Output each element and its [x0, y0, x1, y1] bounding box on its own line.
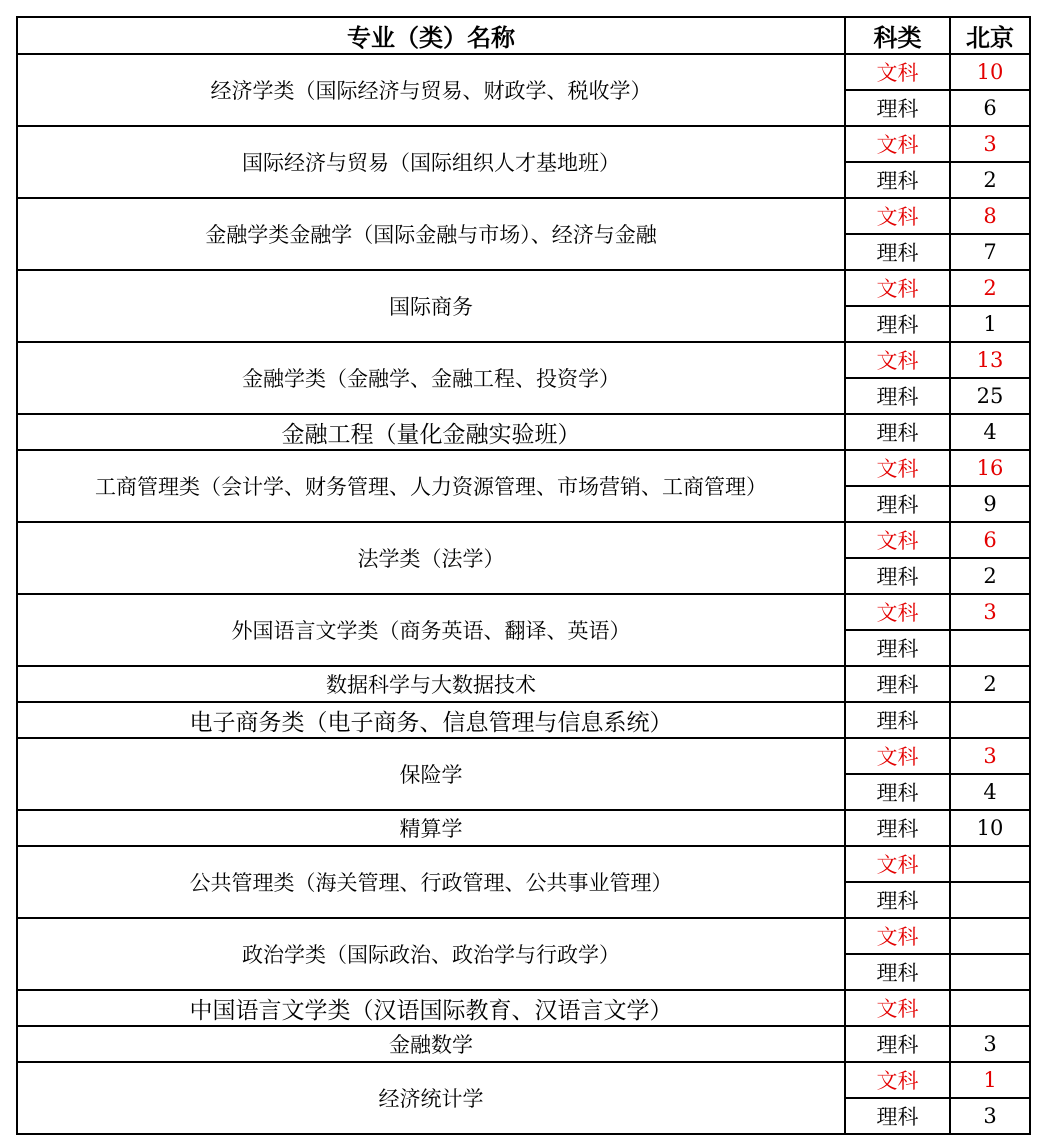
major-name-cell: 电子商务类（电子商务、信息管理与信息系统） — [17, 702, 845, 738]
beijing-quota-cell: 1 — [950, 1062, 1030, 1098]
major-name-cell: 经济统计学 — [17, 1062, 845, 1134]
beijing-quota-cell: 3 — [950, 126, 1030, 162]
beijing-quota-cell — [950, 918, 1030, 954]
major-name-cell: 金融工程（量化金融实验班） — [17, 414, 845, 450]
table-row — [17, 198, 1030, 234]
header-major-name: 专业（类）名称 — [17, 17, 845, 54]
beijing-quota-cell: 3 — [950, 738, 1030, 774]
subject-type-cell: 文科 — [845, 1062, 950, 1098]
major-name-cell: 工商管理类（会计学、财务管理、人力资源管理、市场营销、工商管理） — [17, 450, 845, 522]
beijing-quota-cell: 2 — [950, 162, 1030, 198]
table-row — [17, 54, 1030, 90]
subject-type-cell: 理科 — [845, 954, 950, 990]
beijing-quota-cell: 2 — [950, 558, 1030, 594]
major-name-cell: 国际商务 — [17, 270, 845, 342]
beijing-quota-cell: 10 — [950, 54, 1030, 90]
beijing-quota-cell: 25 — [950, 378, 1030, 414]
table-row — [17, 918, 1030, 954]
beijing-quota-cell — [950, 702, 1030, 738]
subject-type-cell: 文科 — [845, 270, 950, 306]
major-name-cell: 保险学 — [17, 738, 845, 810]
beijing-quota-cell: 4 — [950, 774, 1030, 810]
beijing-quota-cell — [950, 882, 1030, 918]
major-name-cell: 精算学 — [17, 810, 845, 846]
major-name-cell: 中国语言文学类（汉语国际教育、汉语言文学） — [17, 990, 845, 1026]
subject-type-cell: 文科 — [845, 738, 950, 774]
major-name-cell: 金融学类（金融学、金融工程、投资学） — [17, 342, 845, 414]
beijing-quota-cell: 1 — [950, 306, 1030, 342]
table-row — [17, 270, 1030, 306]
beijing-quota-cell — [950, 990, 1030, 1026]
subject-type-cell: 理科 — [845, 162, 950, 198]
table-row — [17, 594, 1030, 630]
table-row — [17, 126, 1030, 162]
table-body — [17, 54, 1030, 1134]
table-row — [17, 1026, 1030, 1062]
major-name-cell: 外国语言文学类（商务英语、翻译、英语） — [17, 594, 845, 666]
table-row — [17, 990, 1030, 1026]
beijing-quota-cell: 7 — [950, 234, 1030, 270]
major-name-cell: 政治学类（国际政治、政治学与行政学） — [17, 918, 845, 990]
subject-type-cell: 文科 — [845, 198, 950, 234]
subject-type-cell: 理科 — [845, 810, 950, 846]
beijing-quota-cell — [950, 954, 1030, 990]
beijing-quota-cell: 2 — [950, 666, 1030, 702]
beijing-quota-cell: 4 — [950, 414, 1030, 450]
subject-type-cell: 文科 — [845, 54, 950, 90]
beijing-quota-cell: 8 — [950, 198, 1030, 234]
table-row — [17, 666, 1030, 702]
beijing-quota-cell: 13 — [950, 342, 1030, 378]
subject-type-cell: 理科 — [845, 882, 950, 918]
beijing-quota-cell — [950, 630, 1030, 666]
subject-type-cell: 理科 — [845, 306, 950, 342]
subject-type-cell: 理科 — [845, 666, 950, 702]
subject-type-cell: 理科 — [845, 90, 950, 126]
subject-type-cell: 理科 — [845, 1098, 950, 1134]
beijing-quota-cell: 2 — [950, 270, 1030, 306]
subject-type-cell: 理科 — [845, 630, 950, 666]
subject-type-cell: 理科 — [845, 234, 950, 270]
major-name-cell: 国际经济与贸易（国际组织人才基地班） — [17, 126, 845, 198]
subject-type-cell: 文科 — [845, 126, 950, 162]
subject-type-cell: 文科 — [845, 522, 950, 558]
table-row — [17, 522, 1030, 558]
subject-type-cell: 理科 — [845, 702, 950, 738]
subject-type-cell: 文科 — [845, 342, 950, 378]
header-beijing: 北京 — [950, 17, 1030, 54]
subject-type-cell: 理科 — [845, 774, 950, 810]
table-row — [17, 450, 1030, 486]
subject-type-cell: 文科 — [845, 918, 950, 954]
subject-type-cell: 文科 — [845, 846, 950, 882]
table-row — [17, 342, 1030, 378]
table-row — [17, 1062, 1030, 1098]
beijing-quota-cell: 3 — [950, 1026, 1030, 1062]
table-row — [17, 738, 1030, 774]
major-name-cell: 金融学类金融学（国际金融与市场）、经济与金融 — [17, 198, 845, 270]
subject-type-cell: 理科 — [845, 486, 950, 522]
beijing-quota-cell — [950, 846, 1030, 882]
table-row — [17, 702, 1030, 738]
admission-quota-table — [16, 16, 1031, 1135]
header-subject-type: 科类 — [845, 17, 950, 54]
subject-type-cell: 理科 — [845, 1026, 950, 1062]
subject-type-cell: 理科 — [845, 378, 950, 414]
major-name-cell: 金融数学 — [17, 1026, 845, 1062]
subject-type-cell: 理科 — [845, 414, 950, 450]
beijing-quota-cell: 10 — [950, 810, 1030, 846]
beijing-quota-cell: 9 — [950, 486, 1030, 522]
beijing-quota-cell: 3 — [950, 1098, 1030, 1134]
subject-type-cell: 文科 — [845, 594, 950, 630]
major-name-cell: 法学类（法学） — [17, 522, 845, 594]
beijing-quota-cell: 6 — [950, 522, 1030, 558]
major-name-cell: 数据科学与大数据技术 — [17, 666, 845, 702]
table-row — [17, 846, 1030, 882]
major-name-cell: 公共管理类（海关管理、行政管理、公共事业管理） — [17, 846, 845, 918]
header-row — [17, 17, 1030, 54]
beijing-quota-cell: 6 — [950, 90, 1030, 126]
subject-type-cell: 文科 — [845, 450, 950, 486]
beijing-quota-cell: 3 — [950, 594, 1030, 630]
table-row — [17, 414, 1030, 450]
beijing-quota-cell: 16 — [950, 450, 1030, 486]
subject-type-cell: 文科 — [845, 990, 950, 1026]
subject-type-cell: 理科 — [845, 558, 950, 594]
table-row — [17, 810, 1030, 846]
major-name-cell: 经济学类（国际经济与贸易、财政学、税收学） — [17, 54, 845, 126]
